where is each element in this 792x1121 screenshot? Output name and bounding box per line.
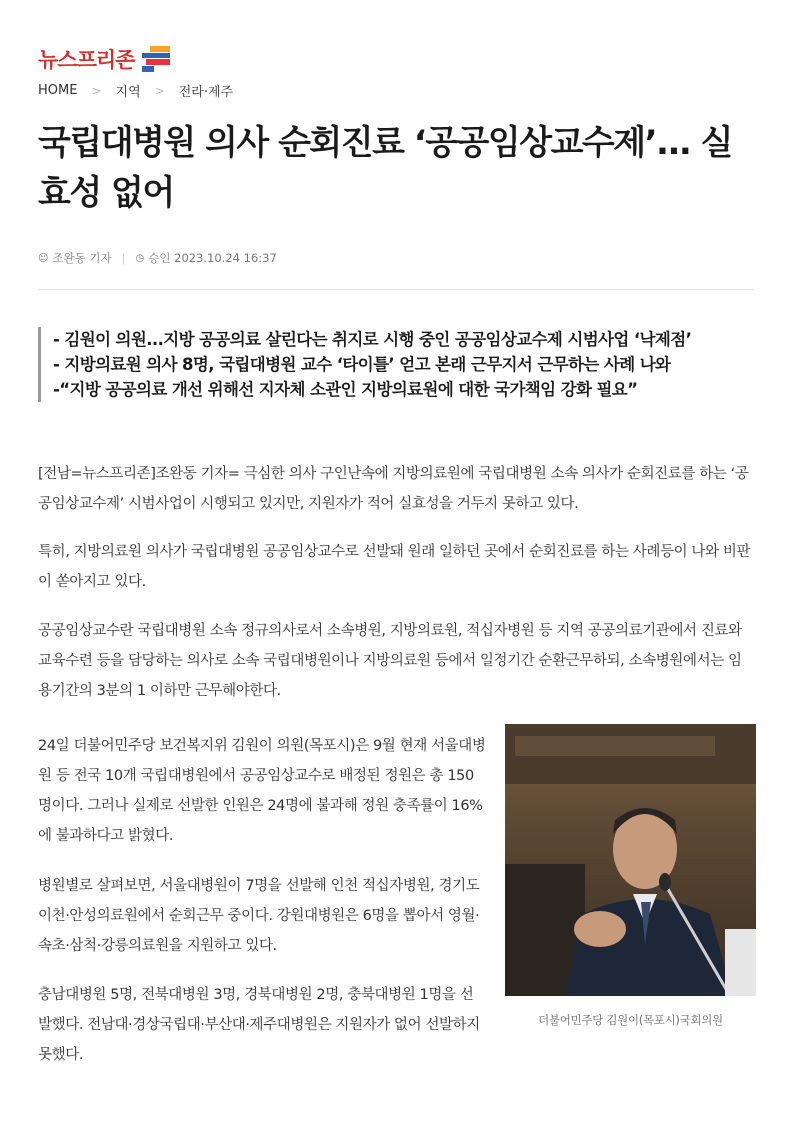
article-summary [38, 327, 754, 402]
body-paragraph: 24일 더불어민주당 보건복지위 김원이 의원(목포시)은 9월 현재 서울대병원 등 전국 10개 국립대병원에서 공공임상교수로 배정된 정원은 총 150명이다. 그러나 실제로 선발한 인원은 24명에 불과해 정원 충족률이 16%에 불과하다고 밝혔다. [38, 738, 486, 844]
approved-date: 승인 2023.10.24 16:37 [148, 251, 277, 265]
divider: | [121, 251, 126, 265]
article-meta [38, 250, 277, 266]
body-paragraph: 병원별로 살펴보면, 서울대병원이 7명을 선발해 인천 적십자병원, 경기도 이천·안성의료원에서 순회근무 중이다. 강원대병원은 6명을 뽑아서 영월·속초·삼척·강릉의료원을 지원하고 있다. [38, 878, 480, 954]
body-paragraph: [전남=뉴스프리존]조완동 기자= 극심한 의사 구인난속에 지방의료원에 국립대병원 소속 의사가 순회진료를 하는 ‘공공임상교수제’ 시범사업이 시행되고 있지만, 지원자가 적어 실효성을 거두지 못하고 있다. [38, 466, 749, 512]
body-paragraph: 충남대병원 5명, 전북대병원 3명, 경북대병원 2명, 충북대병원 1명을 선발했다. 전남대·경상국립대·부산대·제주대병원은 지원자가 없어 선발하지 못했다. [38, 987, 480, 1063]
summary-line: -“지방 공공의료 개선 위해선 지자체 소관인 지방의료원에 대한 국가책임 강화 필요” [53, 380, 638, 399]
logo-mark-icon [142, 46, 170, 72]
article-photo[interactable] [505, 724, 756, 996]
clock-icon: ◷ [135, 252, 145, 264]
person-icon: ☺ [38, 252, 49, 264]
breadcrumb-region[interactable]: 지역 [115, 85, 141, 100]
site-logo[interactable] [38, 44, 170, 74]
body-paragraph: 공공임상교수란 국립대병원 소속 정규의사로서 소속병원, 지방의료원, 적십자병원 등 지역 공공의료기관에서 진료와 교육수련 등을 담당하는 의사로 소속 국립대병원이나 지방의료원 등에서 일정기간 순환근무하되, 소속병원에서는 임용기간의 3분의 1 이하만 근무해야한다. [38, 623, 742, 699]
photo-illustration [505, 724, 756, 996]
chevron-right-icon: > [154, 83, 165, 98]
summary-line: - 지방의료원 의사 8명, 국립대병원 교수 ‘타이틀’ 얻고 본래 근무지서 근무하는 사례 나와 [53, 355, 671, 374]
author[interactable]: 조완동 기자 [52, 251, 112, 265]
chevron-right-icon: > [91, 83, 102, 98]
logo-text: 뉴스프리존 [38, 48, 135, 72]
breadcrumb [38, 81, 233, 100]
article-title: 국립대병원 의사 순회진료 ‘공공임상교수제’... 실효성 없어 [38, 123, 732, 213]
body-paragraph: 특히, 지방의료원 의사가 국립대병원 공공임상교수로 선발돼 원래 일하던 곳에서 순회진료를 하는 사례등이 나와 비판이 쏟아지고 있다. [38, 544, 751, 590]
header-divider [38, 289, 754, 290]
photo-caption: 더불어민주당 김원이(목포시)국회의원 [538, 1013, 723, 1027]
summary-line: - 김원이 의원...지방 공공의료 살린다는 취지로 시행 중인 공공임상교수제 시범사업 ‘낙제점’ [53, 330, 692, 349]
breadcrumb-section[interactable]: 전라·제주 [178, 85, 234, 100]
breadcrumb-home[interactable]: HOME [38, 83, 78, 98]
